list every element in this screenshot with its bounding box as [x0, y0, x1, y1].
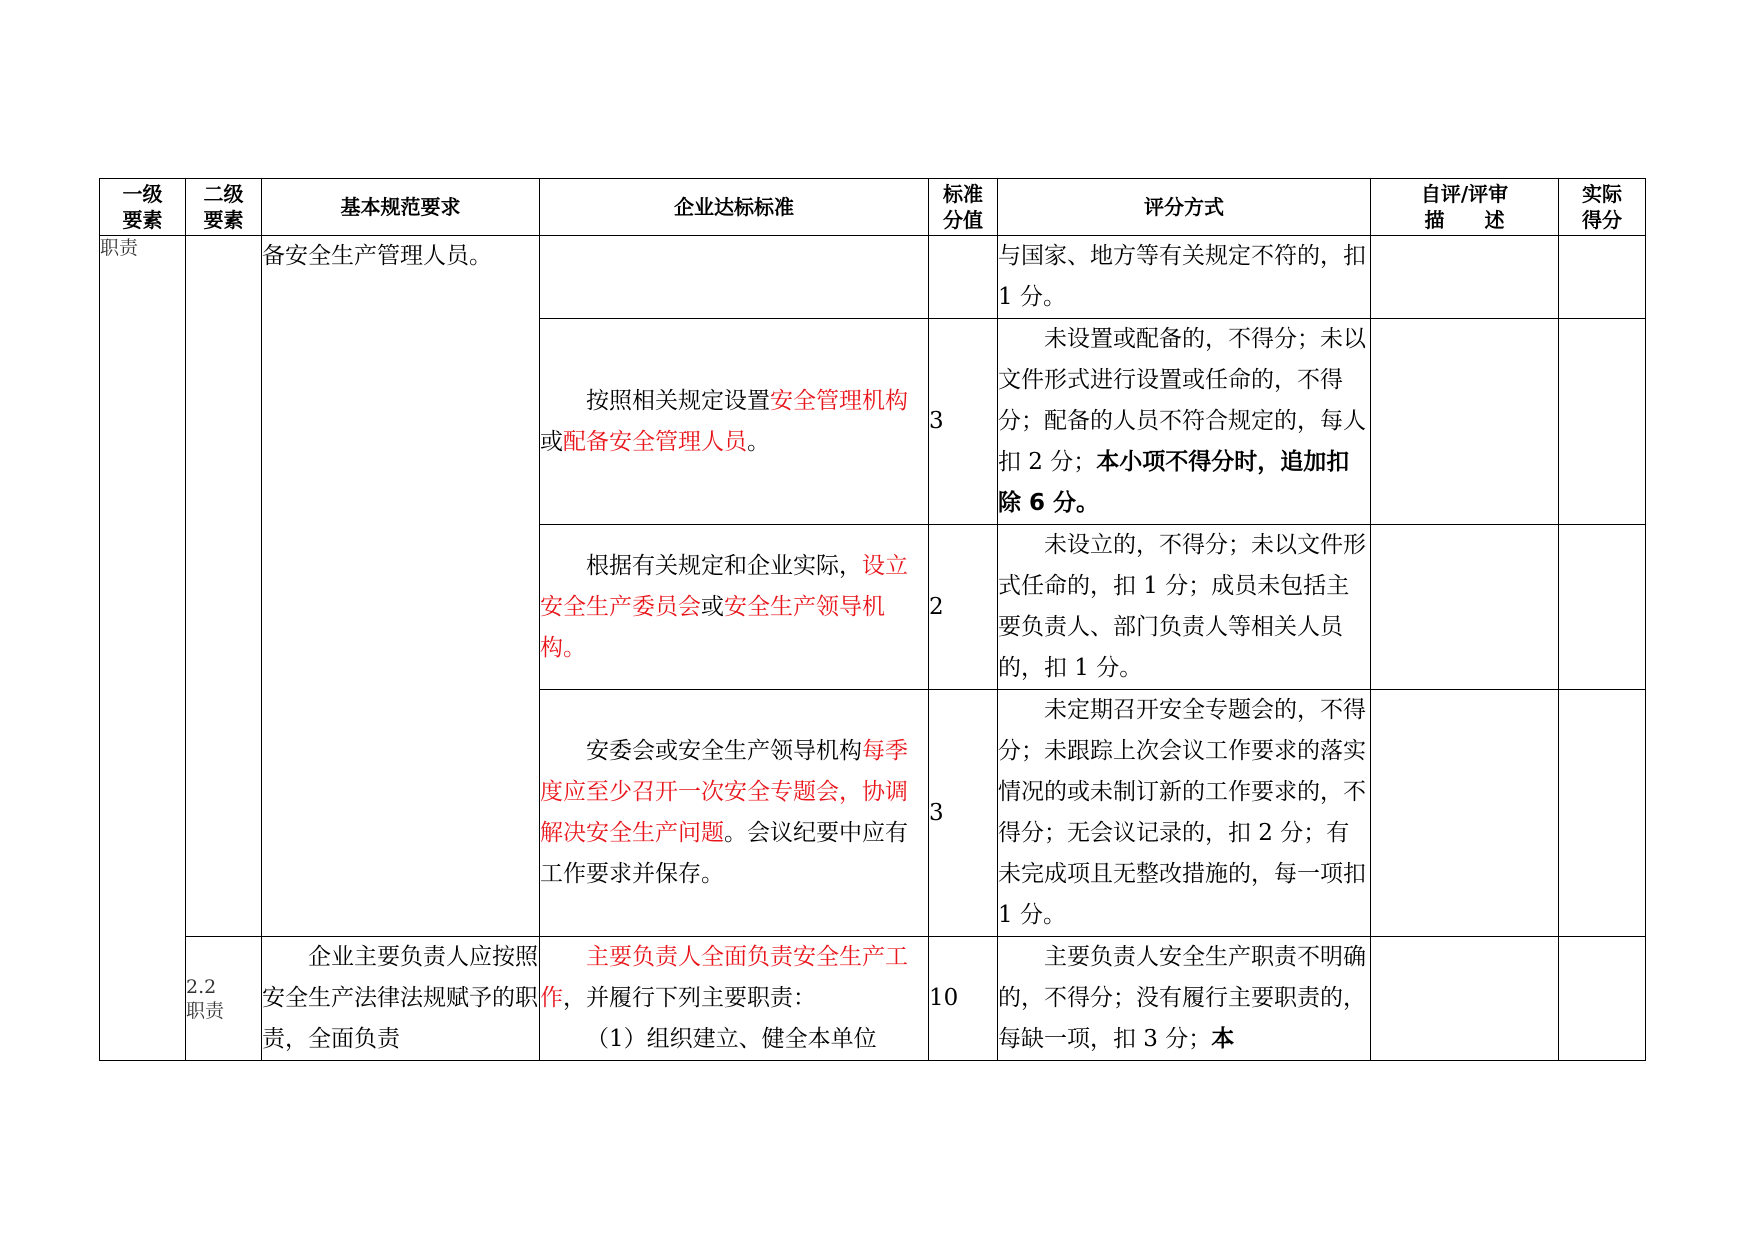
header-self-review: 自评/评审 描 述 — [1371, 179, 1559, 236]
score-cell: 2 — [929, 525, 998, 690]
score-cell — [929, 236, 998, 319]
actual-score-cell — [1559, 236, 1646, 319]
header-score: 标准 分值 — [929, 179, 998, 236]
standard-cell: 根据有关规定和企业实际，设立安全生产委员会或安全生产领导机构。 — [540, 525, 929, 690]
header-level2: 二级 要素 — [186, 179, 262, 236]
self-review-cell — [1371, 236, 1559, 319]
header-actual-score: 实际 得分 — [1559, 179, 1646, 236]
header-standard: 企业达标标准 — [540, 179, 929, 236]
score-cell: 3 — [929, 690, 998, 937]
method-cell: 主要负责人安全生产职责不明确的，不得分；没有履行主要职责的，每缺一项，扣 3 分；本 — [998, 937, 1371, 1061]
level2-cell: 2.2 职责 — [186, 937, 262, 1061]
method-cell: 与国家、地方等有关规定不符的，扣 1 分。 — [998, 236, 1371, 319]
level1-cell: 职责 — [100, 236, 186, 1061]
method-cell: 未设置或配备的，不得分；未以文件形式进行设置或任命的，不得分；配备的人员不符合规定的，每人扣 2 分；本小项不得分时，追加扣除 6 分。 — [998, 319, 1371, 525]
self-review-cell — [1371, 319, 1559, 525]
method-cell: 未定期召开安全专题会的，不得分；未跟踪上次会议工作要求的落实情况的或未制订新的工作要求的，不得分；无会议记录的，扣 2 分；有未完成项且无整改措施的，每一项扣 1 分。 — [998, 690, 1371, 937]
method-cell: 未设立的，不得分；未以文件形式任命的，扣 1 分；成员未包括主要负责人、部门负责人等相关人员的，扣 1 分。 — [998, 525, 1371, 690]
actual-score-cell — [1559, 937, 1646, 1061]
table-row — [100, 236, 1646, 319]
standard-cell: 安委会或安全生产领导机构每季度应至少召开一次安全专题会，协调解决安全生产问题。会议纪要中应有工作要求并保存。 — [540, 690, 929, 937]
header-method: 评分方式 — [998, 179, 1371, 236]
header-level1: 一级 要素 — [100, 179, 186, 236]
safety-standard-table — [99, 178, 1646, 1061]
self-review-cell — [1371, 690, 1559, 937]
self-review-cell — [1371, 525, 1559, 690]
standard-cell: 主要负责人全面负责安全生产工作，并履行下列主要职责： （1）组织建立、健全本单位 — [540, 937, 929, 1061]
table-row — [100, 937, 1646, 1061]
actual-score-cell — [1559, 525, 1646, 690]
requirement-cell: 企业主要负责人应按照安全生产法律法规赋予的职责，全面负责 — [262, 937, 540, 1061]
score-cell: 3 — [929, 319, 998, 525]
standard-cell: 按照相关规定设置安全管理机构或配备安全管理人员。 — [540, 319, 929, 525]
header-row — [100, 179, 1646, 236]
level2-cell-empty — [186, 236, 262, 937]
self-review-cell — [1371, 937, 1559, 1061]
score-cell: 10 — [929, 937, 998, 1061]
actual-score-cell — [1559, 319, 1646, 525]
actual-score-cell — [1559, 690, 1646, 937]
standard-cell — [540, 236, 929, 319]
header-requirement: 基本规范要求 — [262, 179, 540, 236]
requirement-cell: 备安全生产管理人员。 — [262, 236, 540, 937]
